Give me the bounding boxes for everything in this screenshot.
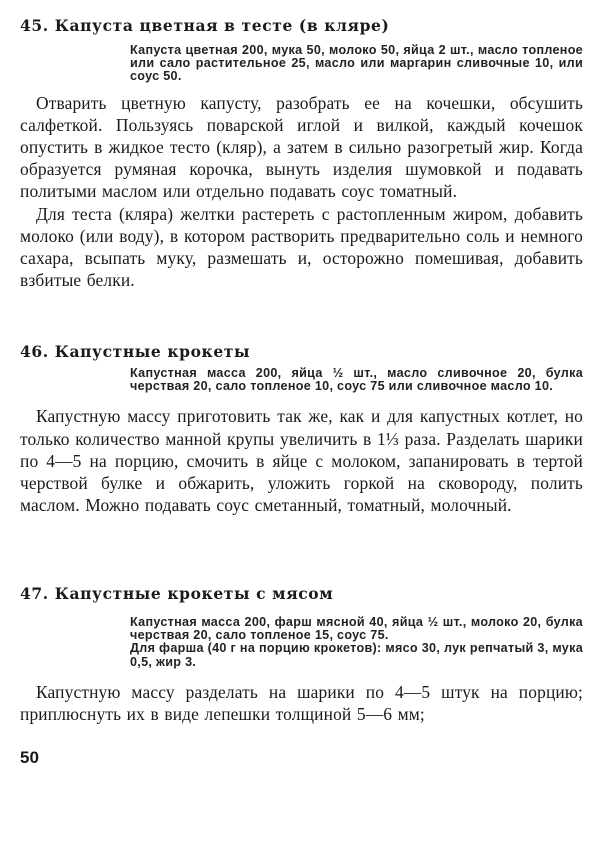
instruction-paragraph: Отварить цветную капусту, разобрать ее на кочешки, обсушить салфеткой. Пользуясь поварской иглой и вилкой, каждый кочешок опустить в жидкое тесто (кляр), а затем в сильно разогретый жир. Когда образуется румяная корочка, вынуть изделия шумовкой и подавать политыми маслом или отдельно подавать соус томатный. [20,92,583,202]
ingredients-text: Капустная масса 200, яйца ½ шт., масло сливочное 20, булка черствая 20, сало топленое 10, соус 75 или сливочное масло 10. [130,366,583,394]
recipe-title: 47. Капустные крокеты с мясом [20,584,334,603]
instruction-paragraph: Для теста (кляра) желтки растереть с растопленным жиром, добавить молоко (или воду), в котором растворить предварительно соль и немного сахара, всыпать муку, размешать и, осторожно помешивая, добавить взбитые белки. [20,203,583,291]
recipe-47 [20,582,583,725]
instructions [20,405,583,516]
instructions [20,92,583,292]
page-number: 50 [20,748,39,767]
ingredients-list [130,616,583,669]
recipe-title: 46. Капустные крокеты [20,342,251,361]
ingredients-list [130,367,583,393]
ingredients-text: Капустная масса 200, фарш мясной 40, яйца ½ шт., молоко 20, булка черствая 20, сало топленое 15, соус 75. [130,615,583,643]
ingredients-text: Для фарша (40 г на порцию крокетов): мясо 30, лук репчатый 3, мука 0,5, жир 3. [130,641,583,669]
recipe-45 [20,14,583,291]
recipe-title: 45. Капуста цветная в тесте (в кляре) [20,16,390,35]
instructions [20,681,583,725]
ingredients-list [130,44,583,84]
instruction-paragraph: Капустную массу приготовить так же, как и для капустных котлет, но только количество манной крупы увеличить в 1⅓ раза. Разделать шарики по 4—5 на порцию, смочить в яйце с молоком, запанировать в тертой черствой булке и обжарить, уложить горкой на сковороду, полить маслом. Можно подавать соус сметанный, томатный, молочный. [20,406,583,516]
instruction-paragraph: Капустную массу разделать на шарики по 4—5 штук на порцию; приплюснуть их в виде лепешки толщиной 5—6 мм; [20,681,583,725]
ingredients-text: Капуста цветная 200, мука 50, молоко 50, яйца 2 шт., масло топленое или сало растительное 25, масло или маргарин сливочные 10, или соус 50. [130,43,583,84]
recipe-46 [20,340,583,516]
